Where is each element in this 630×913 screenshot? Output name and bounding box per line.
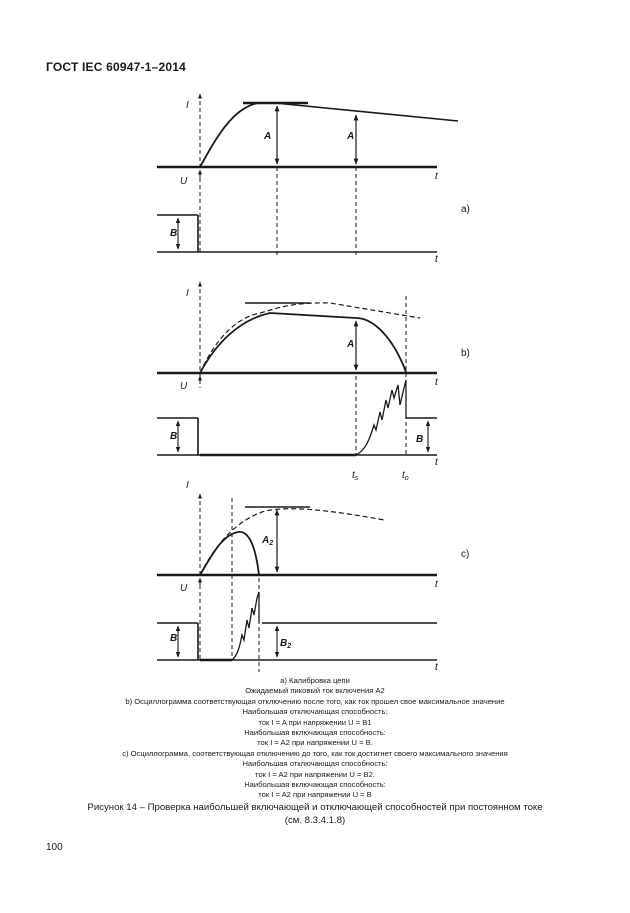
b-label: B <box>170 431 178 442</box>
axis-u-label: U <box>180 583 188 594</box>
a-label: A <box>347 339 355 350</box>
a-label: A <box>264 131 272 142</box>
figure-title-ref: (см. 8.3.4.1.8) <box>284 814 346 826</box>
caption-line: ток I = A2 при напряжении U = B <box>258 790 372 800</box>
standard-header: ГОСТ IEC 60947-1–2014 <box>46 60 186 74</box>
caption-line: ток I = A при напряжении U = B1 <box>258 717 372 727</box>
caption-line: ток I = A2 при напряжении U = B. <box>257 738 373 748</box>
current-curve <box>200 313 406 373</box>
axis-t-label: t <box>435 457 438 468</box>
figure-captions <box>0 676 630 801</box>
axis-u-label: U <box>180 176 188 187</box>
a-label: A <box>347 131 355 142</box>
ts-label: $t_s$ <box>352 470 359 482</box>
current-curve <box>200 532 259 575</box>
caption-line: c) Осциллограмма, соответствующая отключению до того, как ток достигнет своего максимального значения <box>122 748 508 758</box>
caption-line: а) Калибровка цепи <box>280 676 350 685</box>
axis-i-label: I <box>186 288 189 299</box>
caption-line: Ожидаемый пиковый ток включения A2 <box>245 686 385 696</box>
axis-u-label: U <box>180 381 188 392</box>
axis-t-label: t <box>435 579 438 590</box>
axis-t-label: t <box>435 254 438 265</box>
b-label: B <box>170 633 178 644</box>
caption-line: Наибольшая отключающая способность: <box>242 759 388 769</box>
figure-title-line: Рисунок 14 – Проверка наибольшей включающей и отключающей способностей при постоянном токе <box>87 802 543 813</box>
axis-t-label: t <box>435 171 438 182</box>
panel-b-diagram <box>157 282 437 455</box>
b-label: B <box>416 434 424 445</box>
a2-label: $A_2$ <box>262 535 274 547</box>
page-number: 100 <box>46 842 63 853</box>
axis-t-label: t <box>435 377 438 388</box>
to-label: $t_o$ <box>402 470 409 482</box>
caption-line: Наибольшая включающая способность: <box>244 780 386 790</box>
caption-line: b) Осциллограмма соответствующая отключению после того, как ток прошел свое максимальное значение <box>125 696 505 706</box>
caption-line: ток I = A2 при напряжении U = B2. <box>255 769 375 779</box>
panel-a-label: a) <box>461 204 470 215</box>
axis-t-label: t <box>435 662 438 673</box>
panel-c-label: c) <box>461 549 470 560</box>
b2-label: $B_2$ <box>280 638 292 650</box>
caption-line: Наибольшая отключающая способность: <box>242 707 388 717</box>
b-label: B <box>170 228 178 239</box>
axis-i-label: I <box>186 480 189 491</box>
recovery-voltage-trace <box>356 380 406 455</box>
figure-title <box>0 802 630 827</box>
panel-b-label: b) <box>461 348 470 359</box>
caption-line: Наибольшая включающая способность: <box>244 728 386 738</box>
axis-i-label: I <box>186 100 189 111</box>
panel-c-diagram <box>157 494 437 672</box>
panel-a-diagram <box>157 94 458 255</box>
